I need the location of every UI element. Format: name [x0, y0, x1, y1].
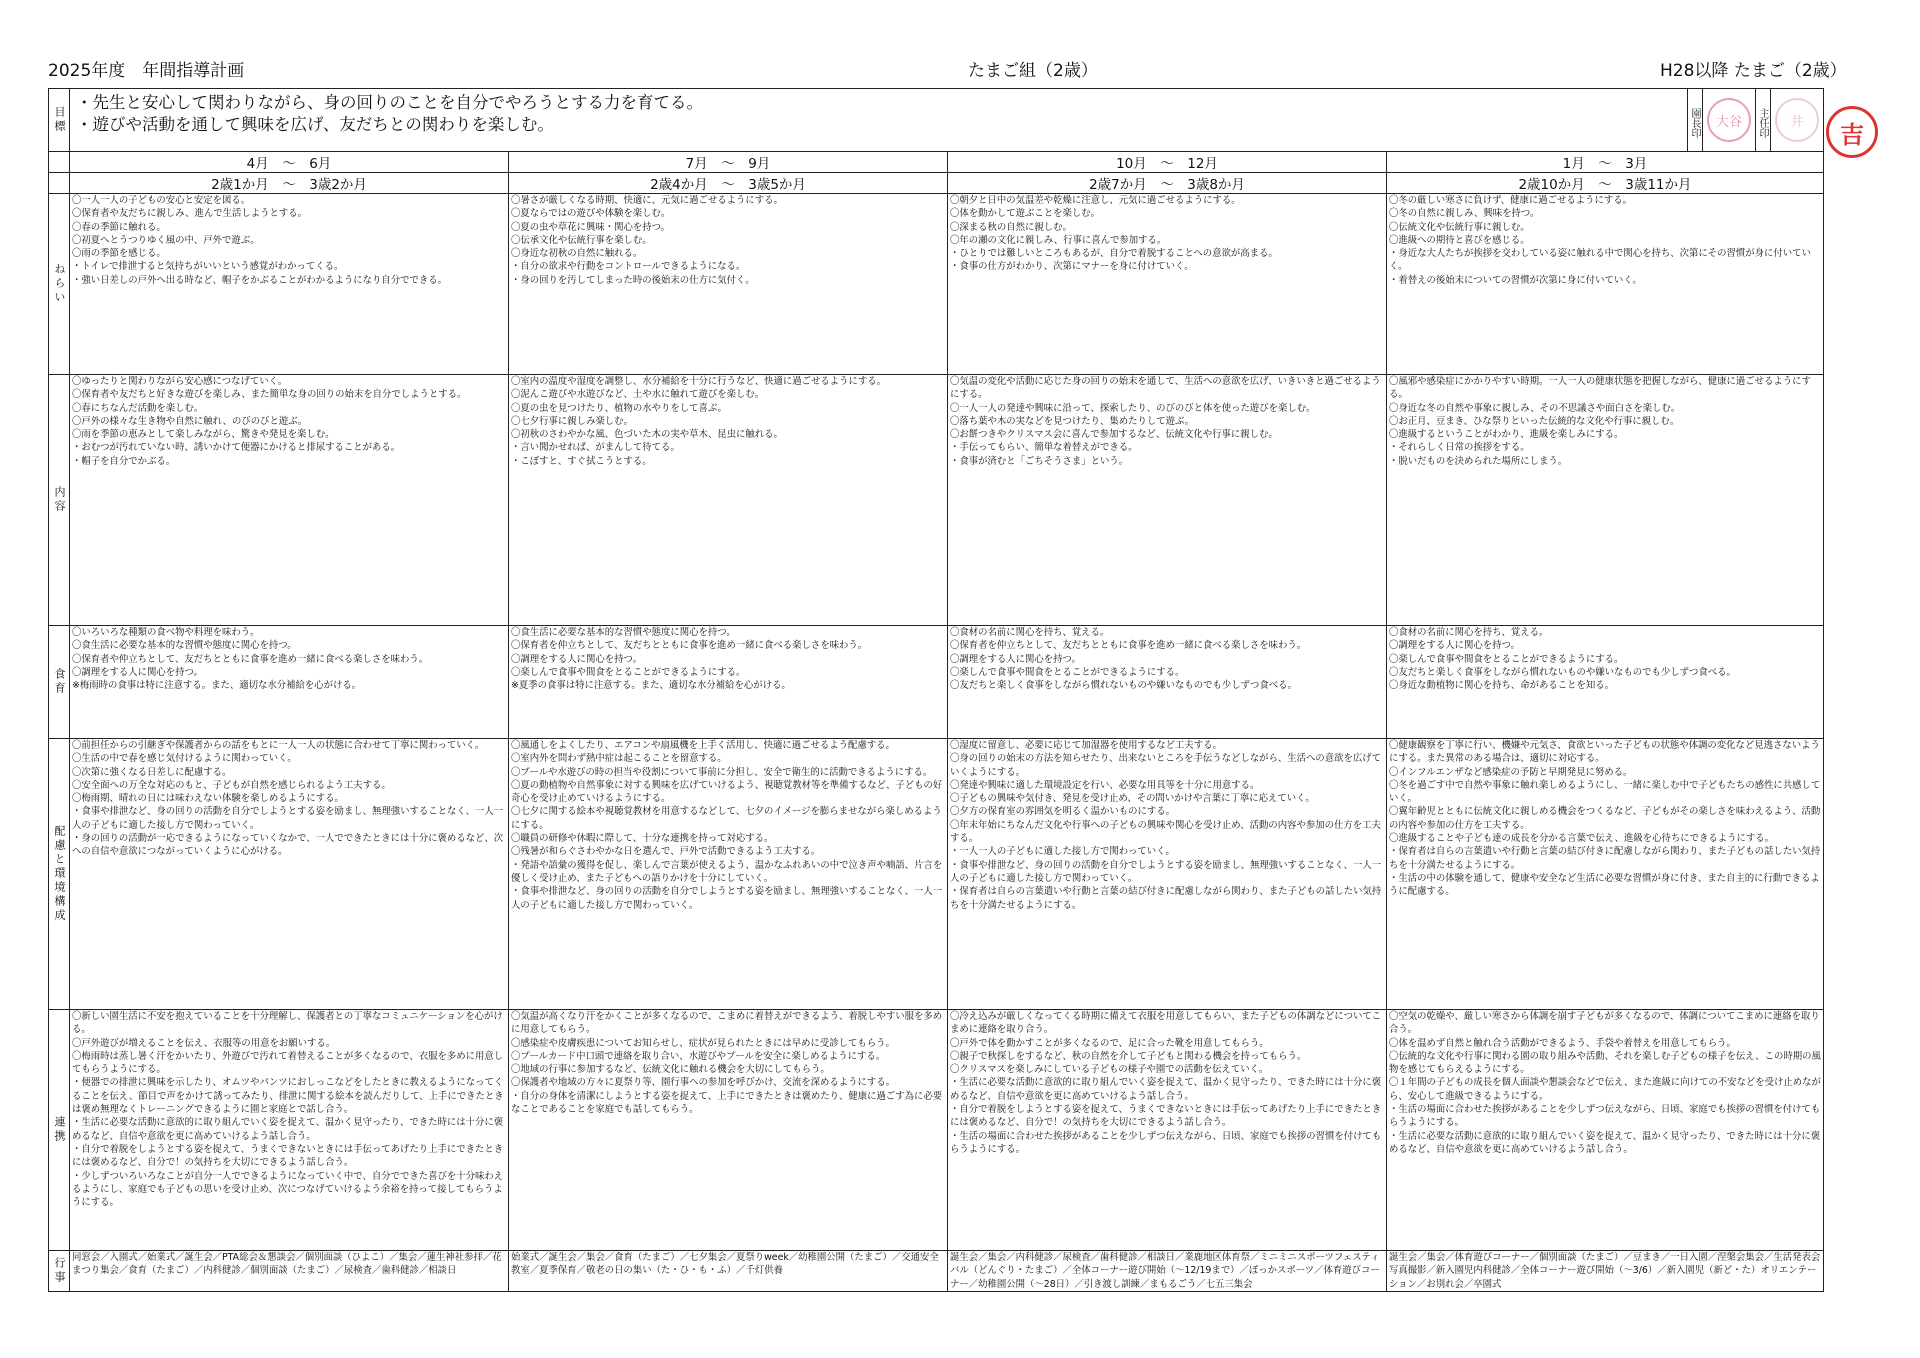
coop-cell-q3 — [948, 1010, 1387, 1251]
cell-line: ・手伝ってもらい、簡単な着替えができる。 — [950, 442, 1138, 454]
quarter-ages: 2歳7か月 ～ 3歳8か月 — [948, 173, 1387, 194]
cell-line: 〇前担任からの引継ぎや保護者からの話をもとに一人一人の状態に合わせて丁寧に関わっていく。 — [72, 740, 485, 751]
quarter-ages: 2歳4か月 ～ 3歳5か月 — [509, 173, 948, 194]
cell-line: 〇身近な初秋の自然に触れる。 — [511, 248, 643, 260]
cell-line: 〇食材の名前に関心を持ち、覚える。 — [950, 627, 1110, 638]
chief-stamp-box — [1770, 89, 1823, 151]
env-cell-q4 — [1387, 739, 1824, 1010]
row-label-cell — [49, 739, 70, 1010]
cell-line: 〇戸外で体を動かすことが多くなるので、足に合った靴を用意してもらう。 — [950, 1037, 1269, 1049]
header-title-center: たまご組（2歳） — [968, 61, 1098, 81]
cell-line: 〇保護者や地域の方々に夏祭り等、園行事への参加を呼びかけ、交流を深めるようにする。 — [511, 1077, 896, 1089]
row-label-events: 行事 — [53, 1257, 66, 1285]
cell-line: 〇進級するということがわかり、進級を楽しみにする。 — [1389, 429, 1624, 441]
cell-line: 〇子どもの興味や気付き、発見を受け止め、その問いかけや言葉に丁寧に応えていく。 — [950, 793, 1315, 805]
cell-line: ・生活の場面に合わせた挨拶があることを少しずつ伝えながら、日頃、家庭でも挨拶の習慣を付けてもらうようにする。 — [1389, 1104, 1821, 1129]
cell-line: 〇食生活に必要な基本的な習慣や態度に関心を持つ。 — [511, 627, 736, 638]
cell-line: ・食事や排泄など、身の回りの活動を自分でしようとする姿を励まし、無理強いすることなく、一人一人の子どもに適した接し方で関わっていく。 — [511, 886, 943, 911]
cell-line: 〇冬の厳しい寒さに負けず、健康に過ごせるようにする。 — [1389, 195, 1633, 206]
principal-stamp-box — [1702, 89, 1755, 151]
cell-line: 〇伝統的な文化や行事に関わる園の取り組みや活動、それを楽しむ子どもの様子を伝え、この時期の風物を感じてもらえるようにする。 — [1389, 1050, 1821, 1076]
goal-label: 目標 — [53, 106, 66, 134]
cell-line: 〇年末年始にちなんだ文化や行事への子どもの興味や関心を受け止め、活動の内容や参加の仕方を工夫する。 — [950, 819, 1381, 845]
cell-line: 〇保育者や友だちと好きな遊びを楽しみ、また簡単な身の回りの始末を自分でしようとする。 — [72, 389, 467, 401]
cell-line: 〇梅雨時は蒸し暑く汗をかいたり、外遊びで汚れて着替えることが多くなるので、衣服を多めに用意してもらうようにする。 — [72, 1050, 504, 1076]
cell-line: ・保育者は自らの言葉遣いや行動と言葉の結び付きに配慮しながら関わり、また子どもの話したい気持ちを十分満たせるようにする。 — [1389, 846, 1821, 871]
cell-line: 誕生会／集会／体育遊びコーナー／個別面談（たまご）／豆まき／一日入園／涅槃会集会／生活発表会写真撮影／新入園児内科健診／全体コーナー遊び開始（～3/6）／新入園児（新ど・た）オリエンテーション／お別れ会／卒園式 — [1389, 1252, 1821, 1290]
food-cell-q4 — [1387, 626, 1824, 739]
red-seal-stamp: 吉 — [1826, 106, 1878, 158]
quarter-age-row — [49, 173, 1824, 194]
cell-line: 〇冬を過ごす中で自然や事象に触れ楽しめるようにし、一緒に楽しむ中で子どもたちの感性に共感していく。 — [1389, 779, 1821, 805]
cell-line: 〇いろいろな種類の食べ物や料理を味わう。 — [72, 627, 260, 638]
cell-line: 〇保育者を仲立ちとして、友だちとともに食事を進め一緒に食べる楽しさを味わう。 — [950, 640, 1307, 652]
cell-line: 〇体を温めず自然と触れ合う活動ができるよう、手袋や着替えを用意してもらう。 — [1389, 1037, 1736, 1049]
cell-line: ・自分で着脱をしようとする姿を捉えて、うまくできないときには手伝ってあげたり上手にできたときには褒めるなど、自分で！の気持ちを大切にできるよう話し合う。 — [950, 1104, 1382, 1129]
cell-line: 〇インフルエンザなど感染症の予防と早期発見に努める。 — [1389, 766, 1633, 778]
cell-line: ・発語や語彙の獲得を促し、楽しんで言葉が使えるよう、温かなふれあいの中で泣き声や喃語、片言を優しく受け止め、また子どもへの語りかけを十分にしていく。 — [511, 859, 943, 884]
cell-line: 〇雨の季節を感じる。 — [72, 248, 166, 260]
cell-line: 〇風通しをよくしたり、エアコンや扇風機を上手く活用し、快適に過ごせるよう配慮する。 — [511, 740, 895, 751]
cell-line: 〇年の瀬の文化に親しみ、行事に喜んで参加する。 — [950, 234, 1167, 246]
cell-line: 〇プールや水遊びの時の担当や役割について事前に分担し、安全で衛生的に活動できるようにする。 — [511, 766, 933, 778]
row-events — [49, 1251, 1824, 1292]
aim-cell-q3 — [948, 194, 1387, 375]
cell-line: ・ひとりでは難しいところもあるが、自分で着脱することへの意欲が高まる。 — [950, 248, 1278, 260]
cell-line: 〇安全面への万全な対応のもと、子どもが自然を感じられるよう工夫する。 — [72, 779, 391, 791]
cell-line: 〇進級することや子ども達の成長を分かる言葉で伝え、進級を心待ちにできるようにする。 — [1389, 833, 1774, 845]
header-title-left: 2025年度 年間指導計画 — [48, 61, 245, 81]
cell-line: 〇伝承文化や伝統行事を楽しむ。 — [511, 234, 652, 246]
cell-line: ・着替えの後始末についての習慣が次第に身に付いていく。 — [1389, 274, 1642, 286]
principal-stamp-label: 園長印 — [1687, 89, 1702, 151]
header-title-right: H28以降 たまご（2歳） — [1660, 61, 1847, 81]
row-label-content: 内容 — [53, 486, 66, 514]
cell-line: 〇楽しんで食事や間食をとることができるようにする。 — [950, 666, 1185, 678]
cell-line: 〇伝統文化や伝統行事に親しむ。 — [1389, 221, 1530, 233]
cell-line: 〇クリスマスを楽しみにしている子どもの様子や園での活動を伝えていく。 — [950, 1064, 1269, 1076]
goal-line: ・先生と安心して関わりながら、身の回りのことを自分でやろうとする力を育てる。 — [76, 93, 703, 112]
cell-line: 〇湿度に留意し、必要に応じて加湿器を使用するなど工夫する。 — [950, 740, 1222, 751]
cell-line: 〇保育者を仲立ちとして、友だちとともに食事を進め一緒に食べる楽しさを味わう。 — [511, 640, 868, 652]
cell-line: ・自分の身体を清潔にしようとする姿を捉えて、上手にできたときは褒めたり、健康に過ごす為に必要なことであることを家庭でも話してもらう。 — [511, 1090, 943, 1116]
row-aim — [49, 194, 1824, 375]
cell-line: 〇１年間の子どもの成長を個人面談や懇談会などで伝え、また進級に向けての不安などを受け止めながら、安心して進級できるようにする。 — [1389, 1077, 1821, 1102]
cell-line: ・帽子を自分でかぶる。 — [72, 455, 176, 467]
cell-line: ・食事の仕方がわかり、次第にマナーを身に付けていく。 — [950, 261, 1194, 273]
principal-seal: 大谷 — [1707, 98, 1751, 142]
cell-line: 〇調理をする人に関心を持つ。 — [1389, 640, 1520, 652]
cell-line: 〇七夕行事に親しみ楽しむ。 — [511, 415, 633, 427]
cell-line: 〇親子で秋探しをするなど、秋の自然を介して子どもと関わる機会を持ってもらう。 — [950, 1050, 1307, 1062]
chief-seal: 井 — [1775, 98, 1819, 142]
cell-line: ・トイレで排泄すると気持ちがいいという感覚がわかってくる。 — [72, 261, 344, 273]
cell-line: 〇朝夕と日中の気温差や乾燥に注意し、元気に過ごせるようにする。 — [950, 195, 1241, 206]
cell-line: 〇七夕に関する絵本や視聴覚教材を用意するなどして、七夕のイメージを膨らませながら楽しめるようにする。 — [511, 806, 942, 831]
cell-line: ・食事が済むと「ごちそうさま」という。 — [950, 455, 1129, 467]
quarter-range: 10月 ～ 12月 — [948, 152, 1387, 173]
content-cell-q1 — [70, 375, 509, 626]
food-cell-q2 — [509, 626, 948, 739]
cell-line: 〇春の季節に触れる。 — [72, 221, 166, 233]
aim-cell-q4 — [1387, 194, 1824, 375]
cell-line: ・少しずついろいろなことが自分一人でできるようになっていく中で、自分でできた喜びを十分味わえるようにし、家庭でも子どもの思いを受け止め、次につなげていけるよう余裕を持って接してもらうようにする。 — [72, 1170, 504, 1209]
cell-line: 〇初秋のさわやかな風、色づいた木の実や草木、昆虫に触れる。 — [511, 429, 783, 441]
env-cell-q3 — [948, 739, 1387, 1010]
cell-line: ・保育者は自らの言葉遣いや行動と言葉の結び付きに配慮しながら関わり、また子どもの話したい気持ちを十分満たせるようにする。 — [950, 886, 1382, 911]
cell-line: 〇気温の変化や活動に応じた身の回りの始末を通して、生活への意欲を広げ、いきいきと過ごせるようにする。 — [950, 376, 1381, 401]
cell-line: 〇進級への期待と喜びを感じる。 — [1389, 234, 1530, 246]
cell-line: 〇調理をする人に関心を持つ。 — [511, 653, 642, 665]
cell-line: 〇梅雨期、晴れの日には味わえない体験を楽しめるようにする。 — [72, 793, 344, 805]
cell-line: 〇戸外遊びが増えることを伝え、衣服等の用意をお願いする。 — [72, 1037, 336, 1049]
cell-line: 〇冬の自然に親しみ、興味を持つ。 — [1389, 208, 1540, 220]
cell-line: ・強い日差しの戸外へ出る時など、帽子をかぶることがわかるようになり自分でできる。 — [72, 274, 448, 286]
events-cell-q3 — [948, 1251, 1387, 1292]
cell-line: ※梅雨時の食事は特に注意する。また、適切な水分補給を心がける。 — [72, 680, 362, 692]
cell-line: 〇身の回りの始末の方法を知らせたり、出来ないところを手伝うなどしながら、生活への意欲を広げていくようにする。 — [950, 753, 1381, 778]
cell-line: 〇友だちと楽しく食事をしながら慣れないものや嫌いなものでも少しずつ食べる。 — [1389, 666, 1736, 678]
cell-line: ・一人一人の子どもに適した接し方で関わっていく。 — [950, 846, 1175, 858]
cell-line: 〇友だちと楽しく食事をしながら慣れないものや嫌いなものでも少しずつ食べる。 — [950, 680, 1297, 692]
cell-line: 〇地域の行事に参加するなど、伝統文化に触れる機会を大切にしてもらう。 — [511, 1064, 830, 1076]
quarter-ages: 2歳10か月 ～ 3歳11か月 — [1387, 173, 1824, 194]
cell-line: 〇雨を季節の恵みとして楽しみながら、驚きや発見を楽しむ。 — [72, 429, 335, 441]
cell-line: 〇夏の虫や草花に興味・関心を持つ。 — [511, 221, 671, 233]
cell-line: ・身の回りを汚してしまった時の後始末の仕方に気付く。 — [511, 274, 755, 286]
cell-line: 〇夕方の保育室の雰囲気を明るく温かいものにする。 — [950, 806, 1176, 818]
cell-line: 〇お正月、豆まき、ひな祭りといった伝統的な文化や行事に親しむ。 — [1389, 415, 1680, 427]
events-cell-q1 — [70, 1251, 509, 1292]
cell-line: 〇食材の名前に関心を持ち、覚える。 — [1389, 627, 1549, 638]
quarter-range: 1月 ～ 3月 — [1387, 152, 1824, 173]
cell-line: 〇夏の動植物や自然事象に対する興味を広げていけるよう、視聴覚教材等を準備するなど、子どもの好奇心を受け止めていけるようにする。 — [511, 779, 943, 805]
food-cell-q1 — [70, 626, 509, 739]
cell-line: 〇食生活に必要な基本的な習慣や態度に関心を持つ。 — [72, 640, 297, 652]
quarter-ages: 2歳1か月 ～ 3歳2か月 — [70, 173, 509, 194]
cell-line: 〇身近な冬の自然や事象に親しみ、その不思議さや面白さを楽しむ。 — [1389, 402, 1681, 414]
env-cell-q2 — [509, 739, 948, 1010]
coop-cell-q4 — [1387, 1010, 1824, 1251]
cell-line: 〇健康観察を丁寧に行い、機嫌や元気さ、食欲といった子どもの状態や体調の変化など見逃さないようにする。また異常のある場合は、適切に対応する。 — [1389, 740, 1820, 765]
row-label-cell — [49, 375, 70, 626]
cell-line: 〇戸外の様々な生き物や自然に触れ、のびのびと遊ぶ。 — [72, 415, 308, 427]
cell-line: ・言い聞かせれば、がまんして待てる。 — [511, 442, 680, 454]
aim-cell-q2 — [509, 194, 948, 375]
goal-label-cell — [49, 89, 70, 152]
row-content — [49, 375, 1824, 626]
annual-plan-table — [48, 88, 1824, 1292]
coop-cell-q2 — [509, 1010, 948, 1251]
cell-line: ※夏季の食事は特に注意する。また、適切な水分補給を心がける。 — [511, 680, 791, 692]
food-cell-q3 — [948, 626, 1387, 739]
goals-cell — [70, 89, 1824, 152]
content-cell-q4 — [1387, 375, 1824, 626]
row-env — [49, 739, 1824, 1010]
cell-line: 〇身近な動植物に関心を持ち、命があることを知る。 — [1389, 680, 1615, 692]
goal-line: ・遊びや活動を通して興味を広げ、友だちとの関わりを楽しむ。 — [76, 115, 554, 134]
cell-line: ・生活の場面に合わせた挨拶があることを少しずつ伝えながら、日頃、家庭でも挨拶の習慣を付けてもらうようにする。 — [950, 1130, 1382, 1155]
cell-line: ・こぼすと、すぐ拭こうとする。 — [511, 455, 652, 467]
cell-line: 〇調理をする人に関心を持つ。 — [72, 666, 203, 678]
cell-line: 〇調理をする人に関心を持つ。 — [950, 653, 1081, 665]
cell-line: 〇空気の乾燥や、厳しい寒さから体調を崩す子どもが多くなるので、体調についてこまめに連絡を取り合う。 — [1389, 1011, 1820, 1036]
cell-line: 〇翼年齢児とともに伝統文化に親しめる機会をつくるなど、子どもがその楽しさを味わえるよう、活動の内容や参加の仕方を工夫する。 — [1389, 806, 1821, 831]
cell-line: 〇感染症や皮膚疾患についてお知らせし、症状が見られたときには早めに受診してもらう。 — [511, 1037, 895, 1049]
cell-line: ・脱いだものを決められた場所にしまう。 — [1389, 455, 1568, 467]
cell-line: ・食事や排泄など、身の回りの活動を自分でしようとする姿を励まし、無理強いすることなく、一人一人の子どもに適した接し方で関わっていく。 — [950, 859, 1382, 884]
cell-line: 〇楽しんで食事や間食をとることができるようにする。 — [511, 666, 746, 678]
goals-text — [70, 89, 1687, 151]
content-cell-q2 — [509, 375, 948, 626]
cell-line: ・身の回りの活動が一応できるようになっていくなかで、一人でできたときには十分に褒めるなど、次への自信や意欲につながっていくように心がける。 — [72, 833, 504, 858]
row-label-cell — [49, 194, 70, 375]
row-label-cell — [49, 626, 70, 739]
cell-line: 誕生会／集会／内科健診／尿検査／歯科健診／相談日／業鹿地区体育祭／ミニミニスポーツフェスティバル（どんぐり・たまご）／全体コーナー遊び開始（～12/19まで）／ぽっかスポーツ／体育遊びコーナー／幼稚園公開（～28日）／引き渡し訓練／まもるごう／七五三集会 — [950, 1252, 1380, 1290]
cell-line: 〇職員の研修や休暇に際して、十分な連携を持って対応する。 — [511, 833, 774, 845]
cell-line: ・便器での排泄に興味を示したり、オムツやパンツにおしっこなどをしたときに教えるようになってくることを伝え、節目で声をかけて誘ってみたり、排泄に関する絵本を読んだりして、上手にできたときは褒め無理なくトレーニングできるように園と家庭とで話し合う。 — [72, 1077, 504, 1116]
row-label-food: 食育 — [53, 668, 66, 696]
cell-line: 〇体を動かして遊ぶことを楽しむ。 — [950, 208, 1101, 220]
cell-line: ・生活に必要な活動に意欲的に取り組んでいく姿を捉えて、温かく見守ったり、できた時には十分に褒めるなど、自信や意欲を更に高めていけるよう話し合う。 — [1389, 1130, 1821, 1155]
cell-line: 〇気温が高くなり汗をかくことが多くなるので、こまめに着替えができるよう、着脱しやすい服を多めに用意してもらう。 — [511, 1011, 943, 1036]
cell-line: ・食事や排泄など、身の回りの活動を自分でしようとする姿を励まし、無理強いすることなく、一人一人の子どもに適した接し方で関わっていく。 — [72, 806, 504, 831]
cell-line: 〇落ち葉や木の実などを見つけたり、集めたりして遊ぶ。 — [950, 415, 1194, 427]
cell-line: ・身近な大人たちが挨拶を交わしている姿に触れる中で関心を持ち、次第にその習慣が身に付いていく。 — [1389, 248, 1811, 273]
cell-line: 〇春にちなんだ活動を楽しむ。 — [72, 402, 204, 414]
quarter-range-row — [49, 152, 1824, 173]
cell-line: 〇残暑が和らぐさわやかな日を選んで、戸外で活動できるよう工夫する。 — [511, 846, 821, 858]
cell-line: 〇室内の温度や湿度を調整し、水分補給を十分に行うなど、快適に過ごせるようにする。 — [511, 376, 887, 387]
cell-line: 〇生活の中で春を感じ気付けるように関わっていく。 — [72, 753, 297, 765]
cell-line: 始業式／誕生会／集会／食育（たまご）／七夕集会／夏祭りweek／幼稚園公開（たまご）／交通安全教室／夏季保育／敬老の日の集い（た・ひ・も・ふ）／千灯供養 — [511, 1252, 939, 1277]
cell-line: ・自分で着脱をしようとする姿を捉えて、うまくできないときには手伝ってあげたり上手にできたときには褒めるなど、自分で！の気持ちを大切にできるよう話し合う。 — [72, 1143, 504, 1169]
cell-line: 〇プールカード中口頭で連絡を取り合い、水遊びやプールを安全に楽しめるようにする。 — [511, 1050, 886, 1062]
aim-cell-q1 — [70, 194, 509, 375]
cell-line: 〇初夏へとうつりゆく風の中、戸外で遊ぶ。 — [72, 234, 260, 246]
row-label-cell — [49, 1251, 70, 1292]
events-cell-q2 — [509, 1251, 948, 1292]
cell-line: 〇保育者や仲立ちとして、友だちとともに食事を進め一緒に食べる楽しさを味わう。 — [72, 653, 429, 665]
env-cell-q1 — [70, 739, 509, 1010]
cell-line: ・それらしく日常の挨拶をする。 — [1389, 442, 1530, 454]
cell-line: 〇新しい園生活に不安を抱えていることを十分理解し、保護者との丁寧なコミュニケーションを心がける。 — [72, 1011, 503, 1036]
cell-line: 〇室内外を問わず熱中症は起こることを留意する。 — [511, 753, 727, 765]
cell-line: 〇夏の虫を見つけたり、植物の水やりをして喜ぶ。 — [511, 402, 727, 414]
cell-line: 〇泥んこ遊びや水遊びなど、土や水に触れて遊びを楽しむ。 — [511, 389, 765, 401]
row-label-cell — [49, 1010, 70, 1251]
content-cell-q3 — [948, 375, 1387, 626]
cell-line: 〇お餅つきやクリスマス会に喜んで参加するなど、伝統文化や行事に親しむ。 — [950, 429, 1278, 441]
cell-line: ・おむつが汚れていない時、誘いかけて便器にかけると排尿することがある。 — [72, 442, 401, 454]
cell-line: 〇保育者や友だちに親しみ、進んで生活しようとする。 — [72, 208, 307, 220]
cell-line: 〇次第に強くなる日差しに配慮する。 — [72, 766, 232, 778]
row-label-aim: ねらい — [53, 263, 66, 305]
chief-stamp-label: 主任印 — [1755, 89, 1770, 151]
row-label-coop: 連携 — [53, 1116, 66, 1144]
cell-line: ・生活に必要な活動に意欲的に取り組んでいく姿を捉えて、温かく見守ったり、できた時には十分に褒めるなど、自信や意欲を更に高めていけるよう話し合う。 — [950, 1077, 1382, 1102]
row-label-env: 配慮と環境構成 — [53, 825, 66, 923]
cell-line: 〇楽しんで食事や間食をとることができるようにする。 — [1389, 653, 1624, 665]
cell-line: 同窓会／入園式／始業式／誕生会／PTA総会＆懇談会／個別面談（ひよこ）／集会／蓮生神社参拝／花まつり集会／食育（たまご）／内科健診／個別面談（たまご）／尿検査／歯科健診／相談日 — [72, 1252, 502, 1277]
cell-line: 〇深まる秋の自然に親しむ。 — [950, 221, 1072, 233]
row-food — [49, 626, 1824, 739]
cell-line: ・生活に必要な活動に意欲的に取り組んでいく姿を捉えて、温かく見守ったり、できた時には十分に褒めるなど、自信や意欲を更に高めていけるよう話し合う。 — [72, 1117, 504, 1142]
coop-cell-q1 — [70, 1010, 509, 1251]
cell-line: 〇暑さが厳しくなる時期、快適に、元気に過ごせるようにする。 — [511, 195, 783, 206]
cell-line: 〇夏ならではの遊びや体験を楽しむ。 — [511, 208, 671, 220]
cell-line: 〇発達や興味に適した環境設定を行い、必要な用具等を十分に用意する。 — [950, 779, 1260, 791]
events-cell-q4 — [1387, 1251, 1824, 1292]
cell-line: 〇一人一人の子どもの安心と安定を図る。 — [72, 195, 251, 206]
goals-row — [49, 89, 1824, 152]
cell-line: 〇冷え込みが厳しくなってくる時期に備えて衣服を用意してもらい、また子どもの体調などについてこまめに連絡を取り合う。 — [950, 1011, 1382, 1036]
quarter-range: 7月 ～ 9月 — [509, 152, 948, 173]
row-coop — [49, 1010, 1824, 1251]
cell-line: 〇ゆったりと関わりながら安心感につなげていく。 — [72, 376, 288, 387]
cell-line: ・生活の中の体験を通して、健康や安全など生活に必要な習慣が身に付き、また自主的に行動できるように配慮する。 — [1389, 872, 1820, 898]
cell-line: 〇風邪や感染症にかかりやすい時期。一人一人の健康状態を把握しながら、健康に過ごせるようにする。 — [1389, 376, 1811, 401]
quarter-range: 4月 ～ 6月 — [70, 152, 509, 173]
cell-line: 〇一人一人の発達や興味に沿って、探索したり、のびのびと体を使った遊びを楽しむ。 — [950, 402, 1316, 414]
cell-line: ・自分の欲求や行動をコントロールできるようになる。 — [511, 261, 746, 273]
